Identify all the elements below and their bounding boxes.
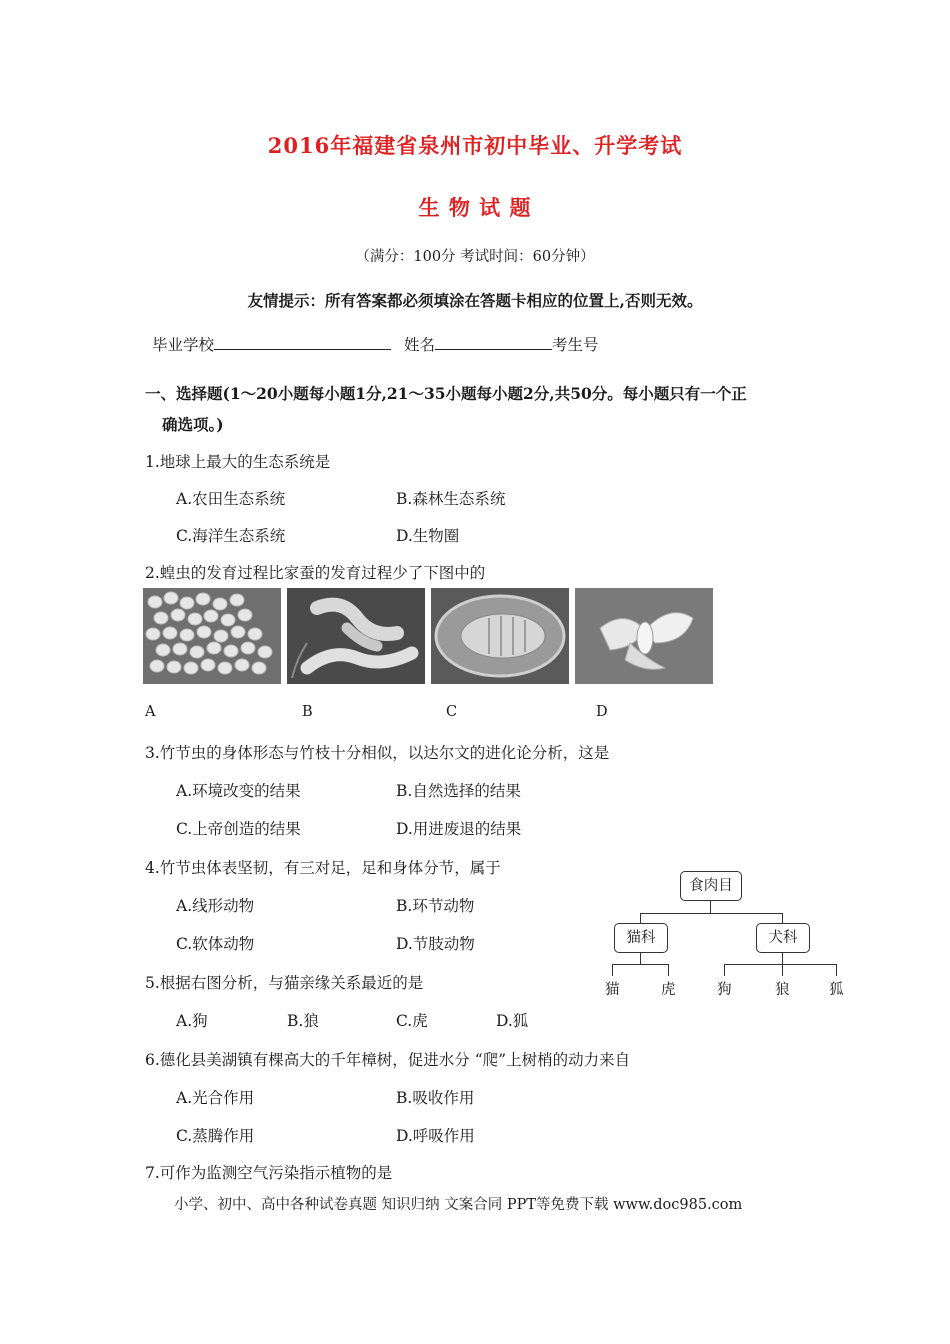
tree-connector — [710, 900, 711, 913]
score-time: （满分：100分 考试时间：60分钟） — [355, 249, 595, 265]
q3-option-d: D.用进废退的结果 — [396, 820, 522, 838]
photo-b-larvae — [287, 588, 425, 684]
tree-leaf-dog: 狗 — [717, 982, 732, 998]
question-7: 7.可作为监测空气污染指示植物的是 — [145, 1164, 393, 1182]
tree-connector — [782, 964, 783, 976]
student-info-row — [152, 333, 598, 355]
q4-option-c: C.软体动物 — [176, 935, 255, 953]
question-5: 5.根据右图分析，与猫亲缘关系最近的是 — [145, 974, 424, 992]
section-heading-2: 确选项。) — [162, 415, 224, 434]
q2-label-a: A — [145, 704, 156, 720]
tree-connector — [640, 913, 641, 923]
question-4: 4.竹节虫体表坚韧，有三对足，足和身体分节，属于 — [145, 859, 501, 877]
q6-option-a: A.光合作用 — [176, 1089, 255, 1107]
photo-d-moth — [575, 588, 713, 684]
tree-connector — [612, 964, 613, 976]
q1-option-d: D.生物圈 — [396, 527, 460, 545]
tree-leaf-tiger: 虎 — [661, 982, 676, 998]
section-heading-1: 一、选择题(1～20小题每小题1分,21～35小题每小题2分,共50分。每小题只有一个正 — [145, 384, 747, 403]
footer-text: 小学、初中、高中各种试卷真题 知识归纳 文案合同 PPT等免费下载 www.doc985.com — [174, 1197, 743, 1213]
tree-connector — [782, 913, 783, 923]
tree-root-order: 食肉目 — [680, 871, 742, 901]
q5-option-b: B.狼 — [287, 1012, 319, 1030]
exam-subtitle: 生 物 试 题 — [418, 195, 532, 220]
tree-connector — [836, 964, 837, 976]
q2-label-b: B — [302, 704, 313, 720]
name-label: 姓名 — [403, 336, 435, 354]
exam-title: 2016年福建省泉州市初中毕业、升学考试 — [267, 133, 683, 158]
question-3: 3.竹节虫的身体形态与竹枝十分相似，以达尔文的进化论分析，这是 — [145, 744, 610, 762]
tree-connector — [640, 913, 782, 914]
moth-image — [575, 588, 713, 684]
tree-connector — [782, 952, 783, 964]
tree-leaf-fox: 狐 — [829, 982, 844, 998]
id-label: 考生号 — [551, 336, 599, 354]
tree-connector — [612, 964, 668, 965]
tree-connector — [724, 964, 725, 976]
q6-option-b: B.吸收作用 — [396, 1089, 475, 1107]
tree-leaf-wolf: 狼 — [775, 982, 790, 998]
school-field[interactable] — [214, 335, 391, 350]
q3-option-b: B.自然选择的结果 — [396, 782, 521, 800]
q4-option-a: A.线形动物 — [176, 897, 255, 915]
question-1: 1.地球上最大的生态系统是 — [145, 453, 331, 471]
q5-option-a: A.狗 — [176, 1012, 208, 1030]
tree-family-dog: 犬科 — [756, 923, 810, 953]
tree-connector — [640, 952, 641, 964]
q3-option-a: A.环境改变的结果 — [176, 782, 301, 800]
tree-connector — [668, 964, 669, 976]
eggs-image — [143, 588, 281, 684]
photo-c-pupa — [431, 588, 569, 684]
school-label: 毕业学校 — [152, 336, 215, 354]
notice: 友情提示：所有答案都必须填涂在答题卡相应的位置上,否则无效。 — [247, 291, 703, 310]
q4-option-b: B.环节动物 — [396, 897, 475, 915]
q5-option-d: D.狐 — [496, 1012, 529, 1030]
photo-a-eggs — [143, 588, 281, 684]
larvae-image — [287, 588, 425, 684]
question-6: 6.德化县美湖镇有棵高大的千年樟树，促进水分 “爬”上树梢的动力来自 — [145, 1051, 631, 1069]
tree-leaf-cat: 猫 — [605, 982, 620, 998]
tree-family-cat: 猫科 — [614, 923, 668, 953]
question-2: 2.蝗虫的发育过程比家蚕的发育过程少了下图中的 — [145, 564, 486, 582]
name-field[interactable] — [435, 335, 552, 350]
q1-option-c: C.海洋生态系统 — [176, 527, 286, 545]
q2-label-c: C — [446, 704, 458, 720]
q4-option-d: D.节肢动物 — [396, 935, 475, 953]
q6-option-c: C.蒸腾作用 — [176, 1127, 255, 1145]
q6-option-d: D.呼吸作用 — [396, 1127, 475, 1145]
q5-option-c: C.虎 — [396, 1012, 428, 1030]
q3-option-c: C.上帝创造的结果 — [176, 820, 301, 838]
q2-label-d: D — [596, 704, 608, 720]
q1-option-a: A.农田生态系统 — [176, 490, 286, 508]
tree-connector — [724, 964, 837, 965]
pupa-image — [431, 588, 569, 684]
q1-option-b: B.森林生态系统 — [396, 490, 506, 508]
